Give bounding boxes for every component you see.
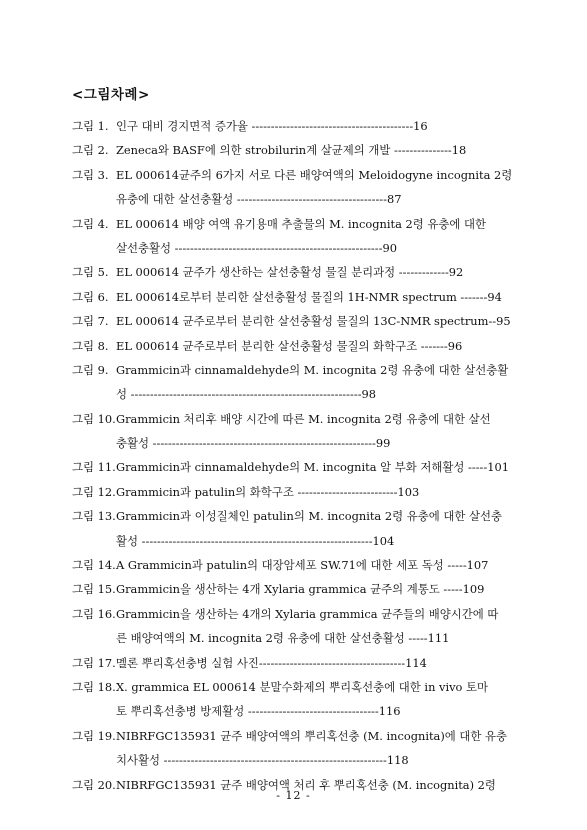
figure-entry xyxy=(72,260,520,284)
figure-entry-text: Grammicin과 cinnamaldehyde의 M. incognita 2령 유충에 대한 살선충활 xyxy=(116,362,509,377)
figure-entry-text: EL 000614 균주로부터 분리한 살선충활성 물질의 13C-NMR spectrum--95 xyxy=(116,314,511,329)
figure-entry xyxy=(72,309,520,333)
figure-number: 그림 3. xyxy=(72,167,109,182)
figure-entry-text: 멜론 뿌리혹선충병 실험 사진--------------------------------------114 xyxy=(116,655,427,670)
figure-number: 그림 13. xyxy=(72,509,116,524)
figure-entry-text: Grammicin을 생산하는 4개의 Xylaria grammica 균주들의 배양시간에 따 xyxy=(116,606,499,621)
figure-entry xyxy=(72,212,520,261)
figure-entry-text-continued: 유충에 대한 살선충활성 ---------------------------------------87 xyxy=(116,192,402,207)
figure-entry-text: EL 000614로부터 분리한 살선충활성 물질의 1H-NMR spectrum -------94 xyxy=(116,289,502,304)
figure-entry-text: Grammicin을 생산하는 4개 Xylaria grammica 균주의 계통도 -----109 xyxy=(116,582,485,597)
figure-entry xyxy=(72,651,520,675)
figure-number: 그림 14. xyxy=(72,558,116,573)
figure-number: 그림 1. xyxy=(72,119,109,133)
figure-entry-text-continued: 른 배양여액의 M. incognita 2령 유충에 대한 살선충활성 -----111 xyxy=(116,631,450,646)
figure-number: 그림 6. xyxy=(72,289,109,304)
figure-entry-text: Zeneca와 BASF에 의한 strobilurin계 살균제의 개발 ---------------18 xyxy=(116,143,467,158)
figure-entry-text-continued: 살선충활성 ------------------------------------------------------90 xyxy=(116,240,397,255)
figure-entry xyxy=(72,285,520,309)
figure-entry-text: EL 000614 배양 여액 유기용매 추출물의 M. incognita 2령 유충에 대한 xyxy=(116,216,487,231)
figure-number: 그림 10. xyxy=(72,411,116,426)
figure-entry-text: NIBRFGC135931 균주 배양여액 처리 후 뿌리혹선충 (M. incognita) 2령 xyxy=(116,777,496,792)
figure-entry xyxy=(72,553,520,577)
figure-entry xyxy=(72,675,520,724)
figure-number: 그림 5. xyxy=(72,265,109,280)
figure-number: 그림 11. xyxy=(72,460,116,475)
figure-number: 그림 12. xyxy=(72,484,116,499)
figure-number: 그림 16. xyxy=(72,606,116,621)
figure-number: 그림 20. xyxy=(72,777,116,792)
figure-list xyxy=(72,114,520,797)
figure-entry xyxy=(72,358,520,407)
page-number: - 12 - xyxy=(276,789,311,802)
figure-entry-text-continued: 치사활성 ----------------------------------------------------------118 xyxy=(116,753,409,768)
figure-number: 그림 4. xyxy=(72,216,109,231)
figure-entry xyxy=(72,577,520,601)
figure-entry-text-continued: 활성 ------------------------------------------------------------104 xyxy=(116,533,395,548)
figure-entry xyxy=(72,455,520,479)
list-of-figures-heading: <그림차례> xyxy=(72,87,150,103)
figure-number: 그림 2. xyxy=(72,143,109,158)
figure-entry-text: Grammicin과 이성질체인 patulin의 M. incognita 2령 유충에 대한 살선충 xyxy=(116,509,502,524)
figure-entry-text: Grammicin과 cinnamaldehyde의 M. incognita 알 부화 저해활성 -----101 xyxy=(116,460,509,475)
figure-entry-text: EL 000614 균주가 생산하는 살선충활성 물질 분리과정 -------------92 xyxy=(116,265,464,280)
figure-number: 그림 17. xyxy=(72,655,116,670)
figure-entry-text: 인구 대비 경지면적 증가율 ------------------------------------------16 xyxy=(116,119,428,133)
figure-entry-text: EL 000614균주의 6가지 서로 다른 배양여액의 Meloidogyne incognita 2령 xyxy=(116,167,513,182)
figure-number: 그림 15. xyxy=(72,582,116,597)
figure-entry xyxy=(72,334,520,358)
figure-entry xyxy=(72,504,520,553)
figure-entry-text: EL 000614 균주로부터 분리한 살선충활성 물질의 화학구조 -------96 xyxy=(116,338,463,353)
figure-entry-text: Grammicin과 patulin의 화학구조 --------------------------103 xyxy=(116,484,420,499)
figure-entry-text: X. grammica EL 000614 분말수화제의 뿌리혹선충에 대한 in vivo 토마 xyxy=(116,679,489,694)
figure-number: 그림 8. xyxy=(72,338,109,353)
figure-entry xyxy=(72,114,520,138)
figure-number: 그림 18. xyxy=(72,679,116,694)
figure-entry xyxy=(72,480,520,504)
figure-number: 그림 7. xyxy=(72,314,109,329)
figure-entry-text-continued: 성 ------------------------------------------------------------98 xyxy=(116,387,377,402)
figure-number: 그림 19. xyxy=(72,728,116,743)
figure-entry xyxy=(72,407,520,456)
figure-number: 그림 9. xyxy=(72,362,109,377)
figure-entry-text: Grammicin 처리후 배양 시간에 따른 M. incognita 2령 유충에 대한 살선 xyxy=(116,411,491,426)
figure-entry xyxy=(72,724,520,773)
figure-entry-text-continued: 토 뿌리혹선충병 방제활성 ----------------------------------116 xyxy=(116,704,401,719)
figure-entry-text: A Grammicin과 patulin의 대장암세포 SW.71에 대한 세포 독성 -----107 xyxy=(116,558,489,573)
figure-entry xyxy=(72,602,520,651)
figure-entry-text-continued: 충활성 ----------------------------------------------------------99 xyxy=(116,436,391,451)
figure-entry-text: NIBRFGC135931 균주 배양여액의 뿌리혹선충 (M. incognita)에 대한 유충 xyxy=(116,728,508,743)
figure-entry xyxy=(72,138,520,162)
figure-entry xyxy=(72,163,520,212)
